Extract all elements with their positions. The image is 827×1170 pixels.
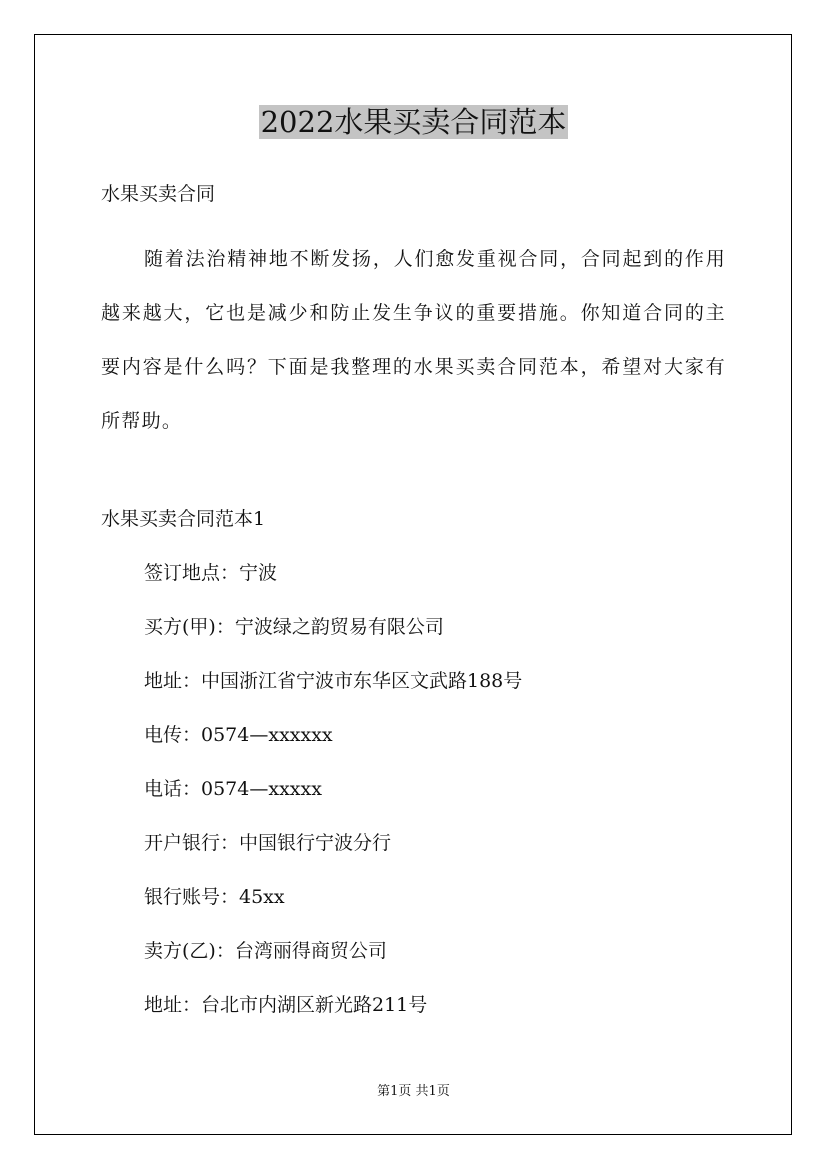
contract-line-signing-place: 签订地点：宁波 bbox=[144, 562, 278, 584]
contract-line-buyer: 买方(甲)：宁波绿之韵贸易有限公司 bbox=[144, 616, 444, 638]
document-subtitle: 水果买卖合同 bbox=[101, 183, 216, 205]
contract-line-seller: 卖方(乙)：台湾丽得商贸公司 bbox=[144, 940, 387, 962]
contract-line-telex: 电传：0574—xxxxxx bbox=[144, 724, 333, 746]
contract-line-buyer-address: 地址：中国浙江省宁波市东华区文武路188号 bbox=[144, 670, 523, 692]
contract-line-account: 银行账号：45xx bbox=[144, 886, 285, 908]
section-heading: 水果买卖合同范本1 bbox=[101, 508, 266, 530]
intro-paragraph: 随着法治精神地不断发扬，人们愈发重视合同，合同起到的作用越来越大，它也是减少和防止发生争议的重要措施。你知道合同的主要内容是什么吗？下面是我整理的水果买卖合同范本，希望对大家有所帮助。 bbox=[101, 248, 726, 432]
contract-line-phone: 电话：0574—xxxxx bbox=[144, 778, 322, 800]
page-footer: 第1页 共1页 bbox=[377, 1084, 450, 1099]
document-title bbox=[0, 102, 827, 142]
contract-line-seller-address: 地址：台北市内湖区新光路211号 bbox=[144, 994, 428, 1016]
contract-line-bank: 开户银行：中国银行宁波分行 bbox=[144, 832, 392, 854]
document-title-text: 2022水果买卖合同范本 bbox=[260, 105, 567, 139]
